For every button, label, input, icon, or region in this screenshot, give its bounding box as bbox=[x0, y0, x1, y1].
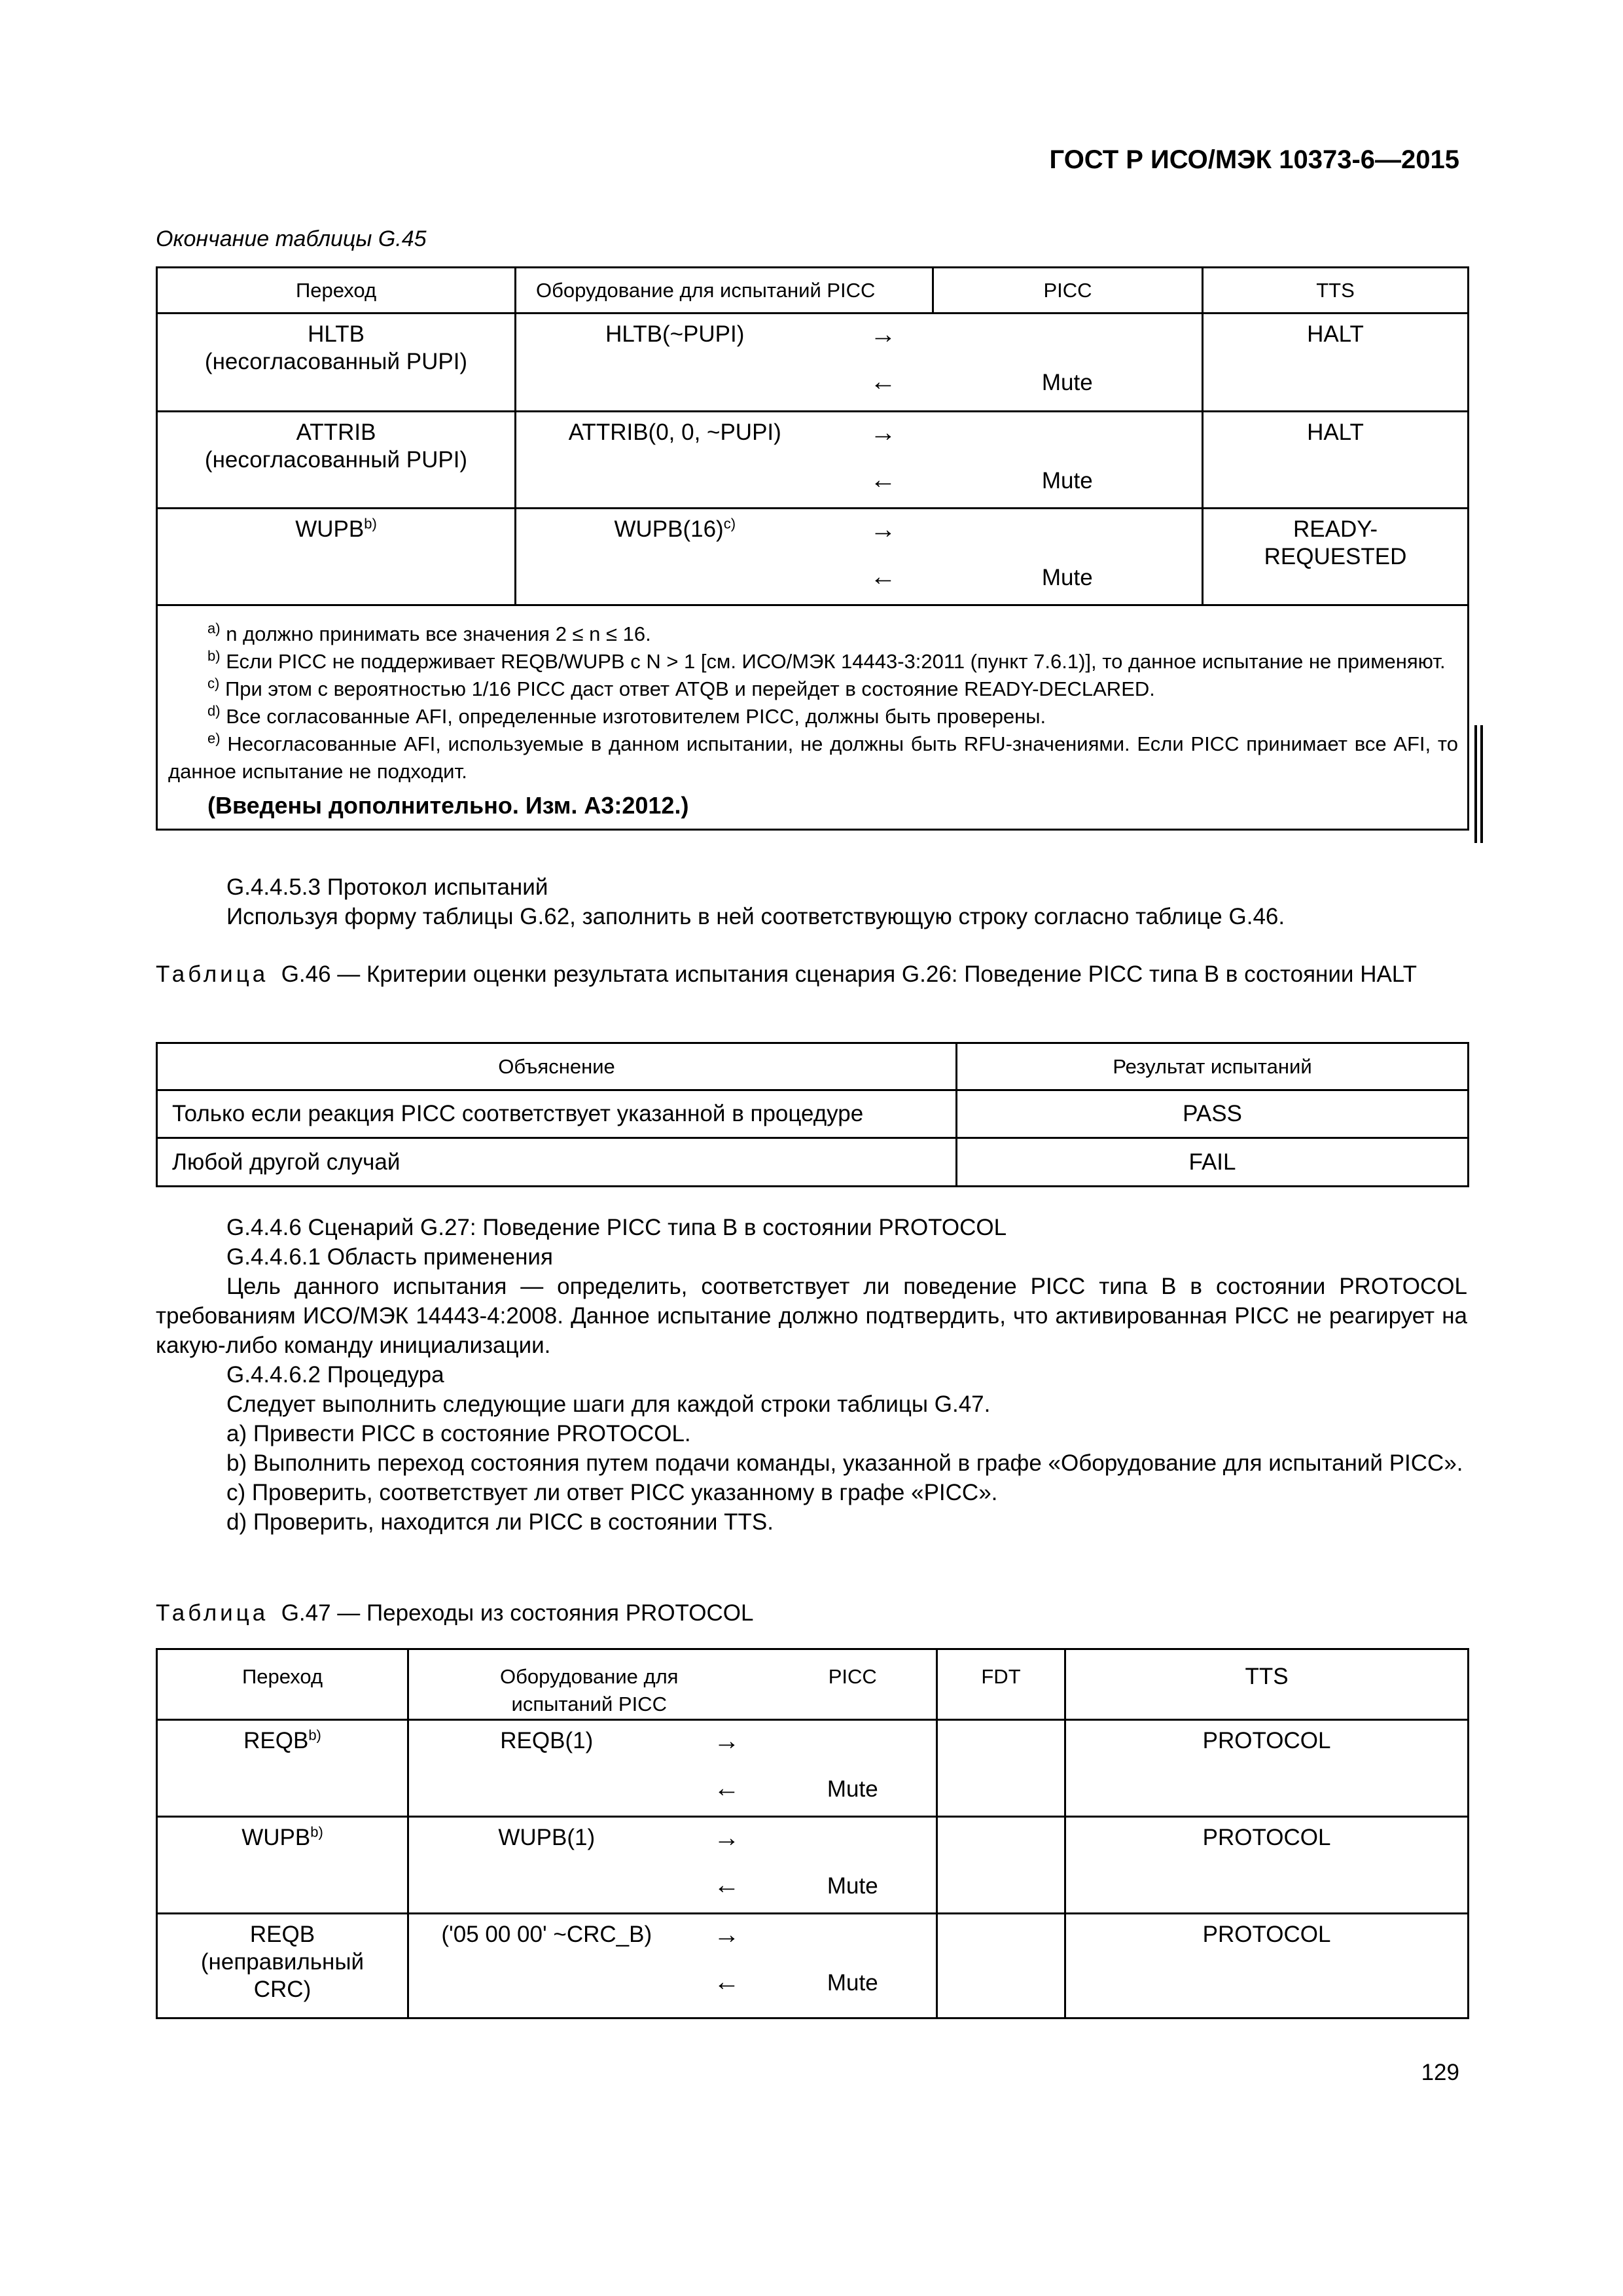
transition-note: (неправильный bbox=[200, 1949, 365, 1975]
arrow-left-icon: ← bbox=[870, 465, 897, 494]
table-row bbox=[157, 1817, 1469, 1914]
explanation-cell: Любой другой случай bbox=[157, 1138, 957, 1187]
tts-state: PROTOCOL bbox=[1202, 1728, 1331, 1753]
tts-cell bbox=[1203, 509, 1469, 605]
tts-state: READY- bbox=[1293, 516, 1378, 542]
footnote-e bbox=[168, 730, 1458, 785]
transition-cell bbox=[157, 509, 516, 605]
table-row bbox=[157, 509, 1469, 605]
table-g45-footnotes-row bbox=[157, 605, 1469, 830]
picc-response: Mute bbox=[1041, 370, 1093, 395]
header-line: Оборудование для bbox=[500, 1665, 679, 1688]
arrow-right-icon: → bbox=[713, 1727, 740, 1755]
footnotes-cell bbox=[157, 605, 1469, 830]
command-label: WUPB(16) bbox=[614, 516, 724, 542]
picc-response: Mute bbox=[827, 1873, 878, 1899]
transition-label: REQB bbox=[249, 1922, 315, 1947]
table-row bbox=[157, 1720, 1469, 1817]
caption-text: G.47 — Переходы из состояния PROTOCOL bbox=[281, 1600, 754, 1626]
command-cell bbox=[516, 509, 834, 605]
transition-label: HLTB bbox=[308, 321, 365, 347]
footnote-mark: b) bbox=[308, 1727, 321, 1744]
command-text: REQB(1) bbox=[500, 1728, 594, 1753]
footnote-mark: b) bbox=[364, 515, 377, 532]
table-g46-header-row bbox=[157, 1043, 1469, 1090]
picc-response: Mute bbox=[1041, 468, 1093, 493]
arrow-left-icon: ← bbox=[713, 1967, 740, 1996]
footnote-mark: a) bbox=[207, 620, 221, 637]
section-heading: G.4.4.5.3 Протокол испытаний bbox=[226, 874, 548, 900]
picc-cell bbox=[770, 1817, 937, 1914]
footnote-d bbox=[168, 703, 1458, 730]
result-cell: FAIL bbox=[957, 1138, 1469, 1187]
arrow-right-icon: → bbox=[870, 418, 897, 447]
caption-label: Таблица bbox=[156, 1600, 269, 1626]
col-header-transition: Переход bbox=[157, 268, 516, 314]
command-text: HLTB(~PUPI) bbox=[605, 321, 745, 347]
transition-note: (несогласованный PUPI) bbox=[204, 349, 468, 374]
result-cell: PASS bbox=[957, 1090, 1469, 1138]
tts-state: HALT bbox=[1307, 321, 1364, 347]
transition-text: WUPB bbox=[241, 1825, 311, 1850]
transition-note: (несогласованный PUPI) bbox=[204, 447, 468, 473]
fdt-cell bbox=[937, 1720, 1065, 1817]
explanation-cell: Только если реакция PICC соответствует указанной в процедуре bbox=[157, 1090, 957, 1138]
caption-label: Таблица bbox=[156, 961, 269, 987]
col-header-result: Результат испытаний bbox=[957, 1043, 1469, 1090]
page-number: 129 bbox=[1421, 2060, 1459, 2085]
table-g46-caption bbox=[156, 960, 1467, 989]
subsection-heading: G.4.4.6.2 Процедура bbox=[226, 1362, 444, 1388]
transition-note: CRC) bbox=[253, 1977, 312, 2002]
tts-cell bbox=[1065, 1817, 1469, 1914]
col-header-tts: TTS bbox=[1065, 1649, 1469, 1720]
col-header-fdt: FDT bbox=[937, 1649, 1065, 1720]
arrow-cell bbox=[685, 1817, 770, 1914]
procedure-step: d) Проверить, находится ли PICC в состоянии TTS. bbox=[226, 1509, 774, 1535]
command-text: WUPB(1) bbox=[498, 1825, 596, 1850]
picc-response: Mute bbox=[1041, 565, 1093, 590]
change-bar bbox=[1474, 725, 1477, 843]
header-line: испытаний PICC bbox=[511, 1693, 667, 1715]
procedure-step: c) Проверить, соответствует ли ответ PICC указанному в графе «PICC». bbox=[226, 1480, 998, 1505]
table-g47-caption bbox=[156, 1598, 753, 1628]
col-header-tts: TTS bbox=[1203, 268, 1469, 314]
fdt-cell bbox=[937, 1914, 1065, 2018]
col-header-transition: Переход bbox=[157, 1649, 408, 1720]
table-g47-header-row bbox=[157, 1649, 1469, 1720]
transition-cell bbox=[157, 1720, 408, 1817]
transition-label bbox=[158, 1727, 407, 1755]
table-g47 bbox=[156, 1648, 1469, 2019]
transition-cell bbox=[157, 1914, 408, 2018]
col-header-equipment bbox=[408, 1649, 770, 1720]
change-bar bbox=[1480, 725, 1483, 843]
transition-cell bbox=[157, 314, 516, 412]
arrow-left-icon: ← bbox=[870, 367, 897, 396]
footnote-text: n должно принимать все значения 2 ≤ n ≤ 16. bbox=[226, 622, 651, 645]
footnote-mark: b) bbox=[207, 647, 221, 664]
footnote-text: Несогласованные AFI, используемые в данном испытании, не должны быть RFU-значениями. Если PICC принимает все AFI, то данное испытание не подходит. bbox=[168, 732, 1458, 783]
arrow-right-icon: → bbox=[713, 1823, 740, 1852]
command-cell bbox=[408, 1914, 685, 2018]
transition-label bbox=[158, 1824, 407, 1852]
command-cell bbox=[408, 1720, 685, 1817]
table-row bbox=[157, 1090, 1469, 1138]
picc-cell bbox=[770, 1914, 937, 2018]
section-paragraph: Следует выполнить следующие шаги для каждой строки таблицы G.47. bbox=[226, 1391, 991, 1417]
arrow-cell bbox=[685, 1914, 770, 2018]
table-row bbox=[157, 412, 1469, 509]
picc-cell bbox=[933, 412, 1203, 509]
arrow-cell bbox=[834, 509, 933, 605]
amendment-note: (Введены дополнительно. Изм. А3:2012.) bbox=[207, 792, 689, 819]
tts-state: PROTOCOL bbox=[1202, 1825, 1331, 1850]
table-row bbox=[157, 1914, 1469, 2018]
document-header: ГОСТ Р ИСО/МЭК 10373-6—2015 bbox=[1049, 145, 1459, 174]
caption-text: G.46 — Критерии оценки результата испытания сценария G.26: Поведение PICC типа B в состоянии HALT bbox=[281, 961, 1418, 987]
tts-cell bbox=[1065, 1720, 1469, 1817]
picc-cell bbox=[933, 509, 1203, 605]
col-header-explanation: Объяснение bbox=[157, 1043, 957, 1090]
footnote-a bbox=[168, 620, 1458, 648]
col-header-picc: PICC bbox=[933, 268, 1203, 314]
tts-state-cont: REQUESTED bbox=[1264, 544, 1407, 569]
footnote-b bbox=[168, 648, 1458, 675]
transition-label: ATTRIB bbox=[296, 420, 376, 445]
command-text: ('05 00 00' ~CRC_B) bbox=[441, 1922, 652, 1947]
command-text: ATTRIB(0, 0, ~PUPI) bbox=[568, 420, 781, 445]
table-g45-header-row bbox=[157, 268, 1469, 314]
footnote-mark: c) bbox=[723, 515, 736, 532]
transition-cell bbox=[157, 1817, 408, 1914]
tts-cell bbox=[1203, 412, 1469, 509]
table-g46 bbox=[156, 1042, 1469, 1187]
transition-text: WUPB bbox=[295, 516, 365, 542]
footnote-mark: b) bbox=[310, 1823, 323, 1840]
picc-response: Mute bbox=[827, 1970, 878, 1996]
fdt-cell bbox=[937, 1817, 1065, 1914]
command-text bbox=[516, 516, 834, 543]
transition-label bbox=[158, 516, 514, 543]
tts-state: PROTOCOL bbox=[1202, 1922, 1331, 1947]
col-header-picc: PICC bbox=[770, 1649, 937, 1720]
picc-response: Mute bbox=[827, 1776, 878, 1802]
picc-cell bbox=[770, 1720, 937, 1817]
footnote-text: Если PICC не поддерживает REQB/WUPB с N > 1 [см. ИСО/МЭК 14443-3:2011 (пункт 7.6.1)], то данное испытание не применяют. bbox=[226, 650, 1446, 673]
tts-cell bbox=[1203, 314, 1469, 412]
section-paragraph: Используя форму таблицы G.62, заполнить в ней соответствующую строку согласно таблице G.46. bbox=[226, 904, 1285, 929]
picc-cell bbox=[933, 314, 1203, 412]
arrow-cell bbox=[834, 412, 933, 509]
table-g45 bbox=[156, 266, 1469, 831]
footnote-text: Все согласованные AFI, определенные изготовителем PICC, должны быть проверены. bbox=[226, 705, 1046, 728]
arrow-left-icon: ← bbox=[713, 1871, 740, 1899]
transition-cell bbox=[157, 412, 516, 509]
transition-text: REQB bbox=[243, 1728, 309, 1753]
command-cell bbox=[516, 314, 834, 412]
command-cell bbox=[408, 1817, 685, 1914]
tts-state: HALT bbox=[1307, 420, 1364, 445]
section-heading: G.4.4.6 Сценарий G.27: Поведение PICC типа B в состоянии PROTOCOL bbox=[226, 1215, 1007, 1240]
arrow-left-icon: ← bbox=[870, 562, 897, 591]
subsection-heading: G.4.4.6.1 Область применения bbox=[226, 1244, 553, 1270]
section-paragraph: Цель данного испытания — определить, соответствует ли поведение PICC типа B в состоянии PROTOCOL требованиям ИСО/МЭК 14443-4:2008. Данное испытание должно подтвердить, что активированная PICC не реагирует на какую-либо команду инициализации. bbox=[156, 1274, 1467, 1358]
footnote-mark: e) bbox=[207, 730, 221, 747]
footnote-mark: c) bbox=[207, 675, 220, 692]
command-cell bbox=[516, 412, 834, 509]
table-row bbox=[157, 1138, 1469, 1187]
procedure-step: a) Привести PICC в состояние PROTOCOL. bbox=[226, 1421, 691, 1446]
section-g4453 bbox=[156, 872, 1467, 931]
procedure-step: b) Выполнить переход состояния путем подачи команды, указанной в графе «Оборудование для испытаний PICC». bbox=[226, 1450, 1463, 1476]
footnote-text: При этом с вероятностью 1/16 PICC даст ответ ATQB и перейдет в состояние READY-DECLARED. bbox=[224, 677, 1155, 700]
arrow-left-icon: ← bbox=[713, 1774, 740, 1803]
table-g45-caption: Окончание таблицы G.45 bbox=[156, 226, 427, 251]
arrow-cell bbox=[685, 1720, 770, 1817]
arrow-right-icon: → bbox=[870, 320, 897, 349]
footnote-c bbox=[168, 675, 1458, 703]
arrow-right-icon: → bbox=[870, 515, 897, 544]
table-row bbox=[157, 314, 1469, 412]
tts-cell bbox=[1065, 1914, 1469, 2018]
footnote-mark: d) bbox=[207, 702, 221, 719]
arrow-right-icon: → bbox=[713, 1920, 740, 1949]
arrow-cell bbox=[834, 314, 933, 412]
section-g446 bbox=[156, 1213, 1467, 1537]
col-header-equipment: Оборудование для испытаний PICC bbox=[516, 268, 933, 314]
